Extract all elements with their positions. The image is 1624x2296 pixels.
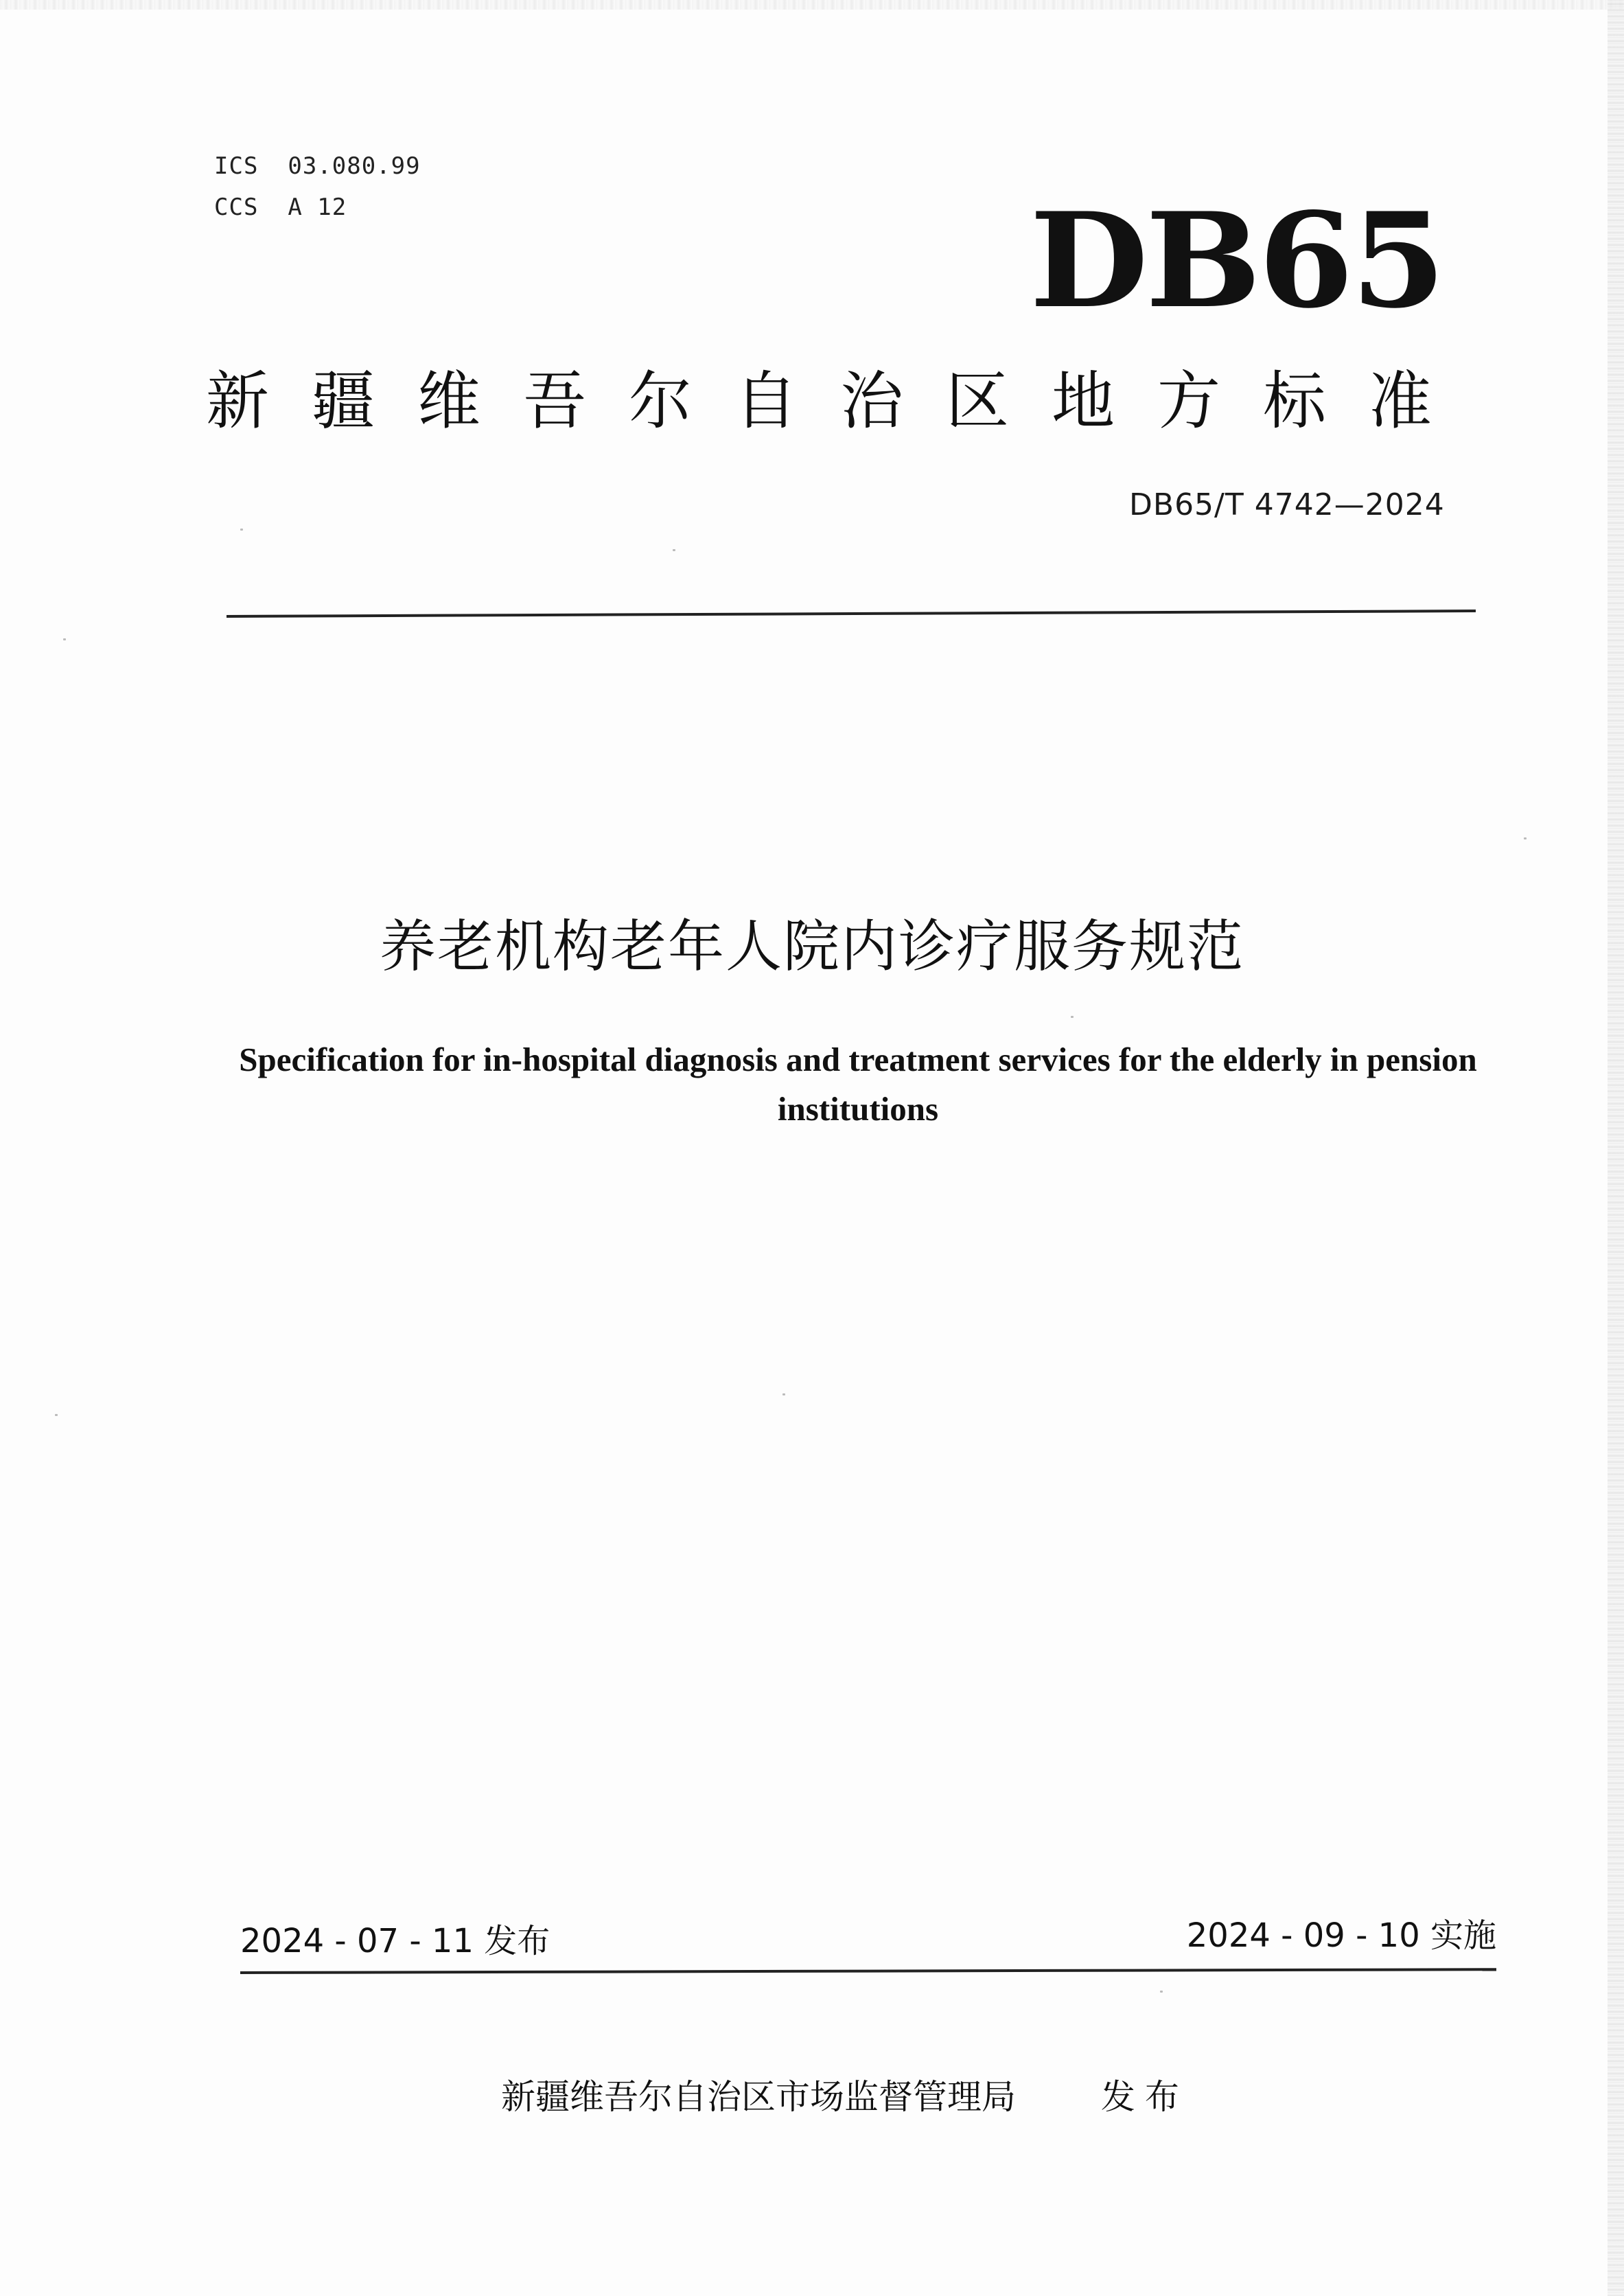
title-english: Specification for in-hospital diagnosis and treatment services for the elderly in pension institutions <box>239 1041 1477 1128</box>
scan-speck <box>1160 1991 1163 1993</box>
standard-type-heading: 新疆维吾尔自治区地方标准 <box>206 364 1475 438</box>
ics-code: ICS 03.080.99 <box>214 152 421 180</box>
scan-right-edge <box>1608 0 1624 2296</box>
title-chinese: 养老机构老年人院内诊疗服务规范 <box>379 914 1244 979</box>
scan-speck <box>673 549 675 551</box>
bottom-divider <box>240 1968 1496 1974</box>
scan-speck <box>1071 1016 1074 1018</box>
scan-speck <box>240 529 243 531</box>
scan-speck <box>782 1393 785 1395</box>
top-divider <box>227 610 1476 618</box>
scan-top-edge <box>0 0 1624 10</box>
scan-speck <box>63 638 66 640</box>
ccs-code: CCS A 12 <box>214 194 347 221</box>
scan-speck <box>1524 837 1527 839</box>
dates-row <box>240 1915 1496 1963</box>
standard-number: DB65/T 4742—2024 <box>1129 487 1445 522</box>
classification-codes <box>214 146 421 228</box>
publish-label: 发布 <box>1100 2077 1189 2117</box>
scan-speck <box>55 1414 58 1416</box>
issuing-authority: 新疆维吾尔自治区市场监督管理局 <box>501 2077 1016 2117</box>
implementation-date: 2024 - 09 - 10 实施 <box>1186 1916 1496 1955</box>
issue-date: 2024 - 07 - 11 发布 <box>240 1922 550 1960</box>
publisher-line <box>501 2073 1189 2121</box>
db65-logo: DB65 <box>1030 184 1443 337</box>
